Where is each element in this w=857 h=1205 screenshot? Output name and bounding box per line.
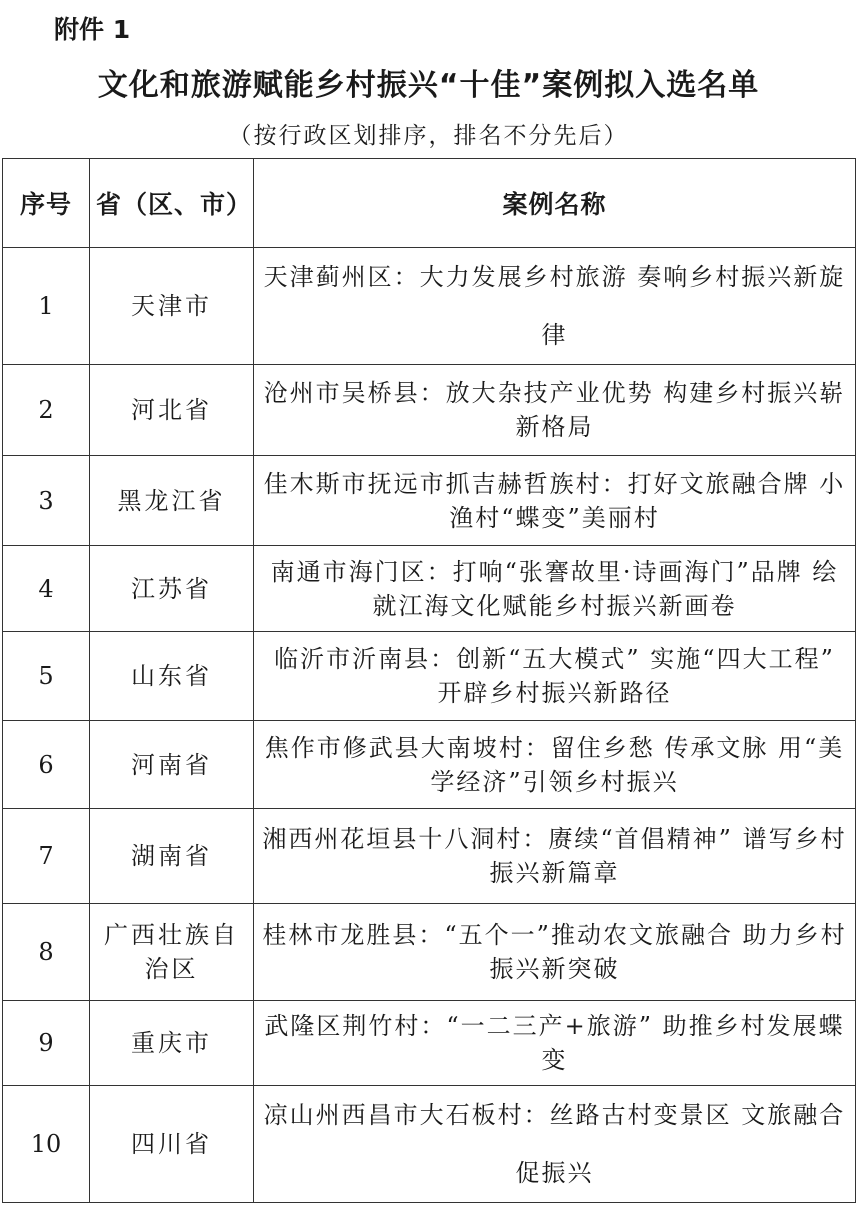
row-province: 河北省 bbox=[90, 365, 254, 456]
row-province: 广西壮族自治区 bbox=[90, 904, 254, 1001]
table-row bbox=[3, 1001, 856, 1086]
document-subtitle: （按行政区划排序，排名不分先后） bbox=[228, 123, 629, 149]
table-row bbox=[3, 1086, 856, 1203]
row-number: 1 bbox=[3, 248, 90, 365]
row-number: 8 bbox=[3, 904, 90, 1001]
row-province: 江苏省 bbox=[90, 546, 254, 632]
row-case-name: 临沂市沂南县：创新“五大模式” 实施“四大工程” 开辟乡村振兴新路径 bbox=[254, 632, 856, 721]
table-row bbox=[3, 721, 856, 809]
row-province: 河南省 bbox=[90, 721, 254, 809]
table-row bbox=[3, 809, 856, 904]
row-number: 5 bbox=[3, 632, 90, 721]
attachment-label: 附件 1 bbox=[54, 15, 131, 44]
table-row bbox=[3, 904, 856, 1001]
row-province: 黑龙江省 bbox=[90, 456, 254, 546]
header-number: 序号 bbox=[3, 159, 90, 248]
row-case-name: 凉山州西昌市大石板村：丝路古村变景区 文旅融合促振兴 bbox=[254, 1086, 856, 1203]
document-title: 文化和旅游赋能乡村振兴“十佳”案例拟入选名单 bbox=[97, 68, 760, 103]
row-number: 2 bbox=[3, 365, 90, 456]
header-province: 省（区、市） bbox=[90, 159, 254, 248]
row-case-name: 武隆区荆竹村：“一二三产+旅游” 助推乡村发展蝶变 bbox=[254, 1001, 856, 1086]
row-case-name: 焦作市修武县大南坡村：留住乡愁 传承文脉 用“美学经济”引领乡村振兴 bbox=[254, 721, 856, 809]
row-number: 3 bbox=[3, 456, 90, 546]
row-number: 6 bbox=[3, 721, 90, 809]
row-number: 4 bbox=[3, 546, 90, 632]
row-number: 9 bbox=[3, 1001, 90, 1086]
row-province: 四川省 bbox=[90, 1086, 254, 1203]
row-number: 10 bbox=[3, 1086, 90, 1203]
header-case-name: 案例名称 bbox=[254, 159, 856, 248]
table-row bbox=[3, 248, 856, 365]
row-case-name: 桂林市龙胜县：“五个一”推动农文旅融合 助力乡村振兴新突破 bbox=[254, 904, 856, 1001]
table-row bbox=[3, 632, 856, 721]
table-header-row bbox=[3, 159, 856, 248]
row-case-name: 沧州市吴桥县：放大杂技产业优势 构建乡村振兴崭新格局 bbox=[254, 365, 856, 456]
row-case-name: 湘西州花垣县十八洞村：赓续“首倡精神” 谱写乡村振兴新篇章 bbox=[254, 809, 856, 904]
case-list-table bbox=[2, 158, 856, 1203]
row-province: 天津市 bbox=[90, 248, 254, 365]
row-case-name: 南通市海门区：打响“张謇故里·诗画海门”品牌 绘就江海文化赋能乡村振兴新画卷 bbox=[254, 546, 856, 632]
table-row bbox=[3, 456, 856, 546]
table-row bbox=[3, 546, 856, 632]
row-province: 重庆市 bbox=[90, 1001, 254, 1086]
row-case-name: 佳木斯市抚远市抓吉赫哲族村：打好文旅融合牌 小渔村“蝶变”美丽村 bbox=[254, 456, 856, 546]
table-row bbox=[3, 365, 856, 456]
row-province: 湖南省 bbox=[90, 809, 254, 904]
row-province: 山东省 bbox=[90, 632, 254, 721]
row-number: 7 bbox=[3, 809, 90, 904]
row-case-name: 天津蓟州区：大力发展乡村旅游 奏响乡村振兴新旋律 bbox=[254, 248, 856, 365]
